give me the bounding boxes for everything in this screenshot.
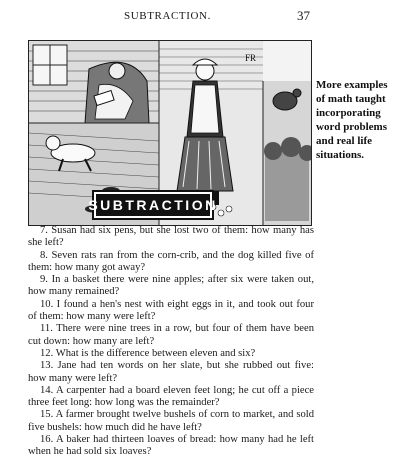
trees-row (264, 137, 311, 221)
window-frame (33, 45, 67, 85)
problem-14: 14. A carpenter had a board eleven feet long; he cut off a piece three feet long: how long was the remainder? (28, 384, 314, 409)
problem-10: 10. I found a hen's nest with eight eggs in it, and took out four of them: how many were left? (28, 298, 314, 323)
artist-monogram: FR (245, 53, 257, 63)
problem-12: 12. What is the difference between eleven and six? (40, 347, 256, 359)
page-number: 37 (297, 8, 310, 23)
problem-16: 16. A baker had thirteen loaves of bread: how many had he left when he had sold six loaves? (28, 434, 314, 458)
word-problems-list (28, 225, 314, 459)
problem-11: 11. There were nine trees in a row, but four of them have been cut down: how many are left? (28, 323, 314, 347)
problem-13: 13. Jane had ten words on her slate, but she rubbed out five: how many were left? (28, 360, 314, 384)
subtraction-banner (88, 190, 218, 220)
problem-7: 7. Susan had six pens, but she lost two of them: how many has she left? (28, 225, 314, 249)
problem-9: 9. In a basket there were nine apples; after six were taken out, how many remained? (28, 274, 314, 298)
problem-15: 15. A farmer brought twelve bushels of corn to market, and sold five bushels: how much did he have left? (28, 409, 314, 433)
side-note: More examples of math taught incorporating word problems and real life situations. (316, 79, 388, 161)
banner-text: SUBTRACTION (88, 197, 218, 213)
running-header (28, 8, 310, 26)
chapter-title: SUBTRACTION. (124, 10, 211, 22)
reading-woman (85, 62, 149, 123)
problem-8: 8. Seven rats ran from the corn-crib, and the dog killed five of them: how many got away? (28, 249, 314, 273)
